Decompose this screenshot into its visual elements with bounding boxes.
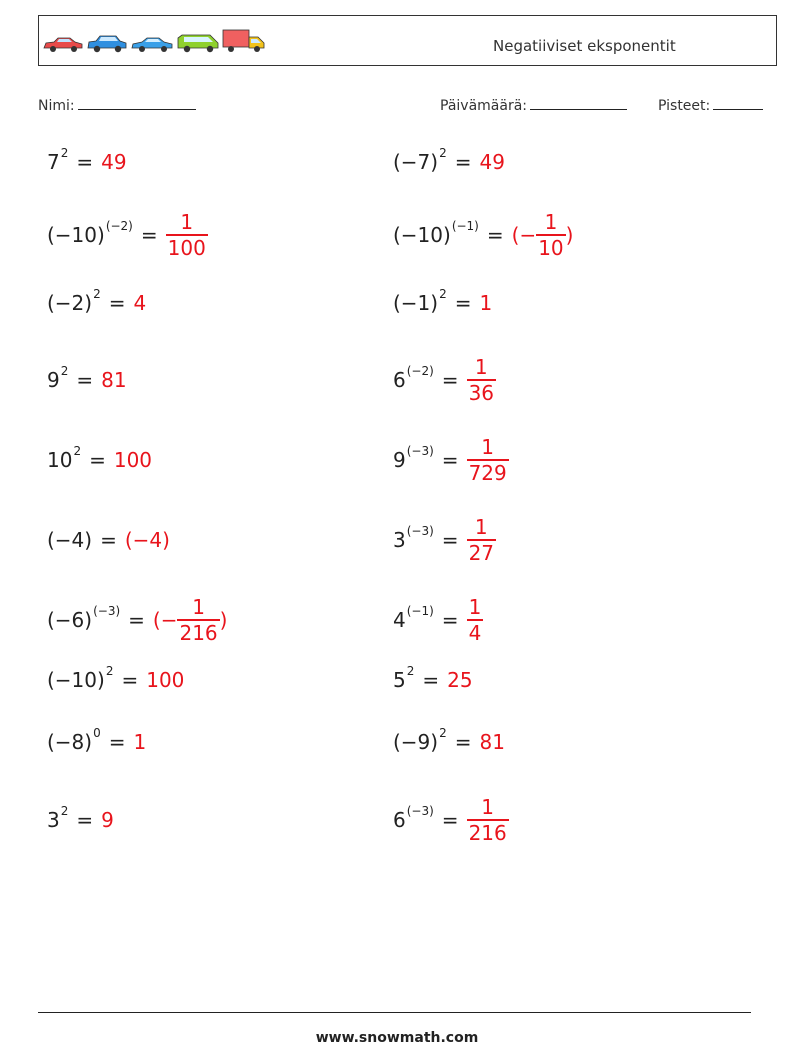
answer-value: 9 [101, 808, 114, 832]
problem-item [393, 510, 496, 570]
problem-item [47, 273, 146, 333]
answer-fraction [467, 515, 496, 565]
problem-exponent: (−2) [105, 219, 133, 233]
fraction-denominator: 100 [167, 235, 206, 260]
problem-base: 3 [393, 528, 406, 552]
worksheet-title: Negatiiviset eksponentit [493, 37, 676, 55]
equals-sign: = [486, 223, 504, 247]
answer-value: (−4) [124, 528, 170, 552]
answer [114, 448, 152, 472]
problem-item [393, 650, 473, 710]
answer-prefix: (− [152, 608, 178, 632]
equals-sign: = [76, 368, 94, 392]
problem-item [393, 712, 505, 772]
equals-sign: = [441, 368, 459, 392]
answer [447, 668, 472, 692]
equals-sign: = [76, 808, 94, 832]
fraction-numerator: 1 [474, 355, 488, 380]
problem-base: (−4) [47, 528, 93, 552]
answer [101, 808, 114, 832]
answer-suffix: ) [565, 223, 574, 247]
problem-item [393, 132, 505, 192]
problem-item [47, 205, 208, 265]
answer [153, 595, 228, 645]
answer [467, 795, 509, 845]
answer-value: 4 [133, 291, 147, 315]
problem-exponent: 2 [439, 287, 447, 301]
equals-sign: = [121, 668, 139, 692]
answer [101, 150, 126, 174]
answer [467, 515, 496, 565]
problem-exponent: 2 [406, 664, 415, 678]
equals-sign: = [76, 150, 94, 174]
problem-item [47, 430, 152, 490]
fraction-numerator: 1 [180, 210, 194, 235]
answer [480, 150, 505, 174]
problem-exponent: (−1) [406, 604, 434, 618]
problem-exponent: (−3) [406, 804, 434, 818]
problem-base: (−6) [47, 608, 93, 632]
footer-url: www.snowmath.com [315, 1030, 479, 1046]
problem-item [47, 350, 127, 410]
equals-sign: = [441, 608, 459, 632]
fraction-numerator: 1 [481, 795, 495, 820]
green-van-icon [176, 33, 220, 53]
problem-item [47, 712, 146, 772]
equals-sign: = [454, 150, 472, 174]
problem-exponent: (−3) [93, 604, 121, 618]
score-label: Pisteet: [658, 98, 711, 114]
answer-value: 100 [146, 668, 185, 692]
red-car-icon [42, 35, 84, 53]
problem-base: (−10) [47, 223, 105, 247]
answer [467, 355, 496, 405]
problem-item [393, 430, 509, 490]
problem-item [393, 205, 573, 265]
answer-fraction [166, 210, 208, 260]
answer-fraction [536, 210, 565, 260]
fraction-denominator: 36 [468, 380, 495, 405]
score-line[interactable] [713, 95, 763, 110]
problem-exponent: 2 [93, 287, 101, 301]
equals-sign: = [422, 668, 440, 692]
date-line[interactable] [530, 95, 627, 110]
answer [480, 730, 505, 754]
answer-value: 49 [479, 150, 505, 174]
problem-exponent: 2 [60, 146, 69, 160]
answer [125, 528, 170, 552]
problem-exponent: (−1) [451, 219, 479, 233]
problem-base: (−8) [47, 730, 93, 754]
answer-fraction [467, 595, 484, 645]
answer-fraction [467, 355, 496, 405]
answer-value: 81 [101, 368, 127, 392]
date-label: Päivämäärä: [440, 98, 527, 114]
fraction-denominator: 10 [538, 235, 564, 260]
footer-divider [38, 1012, 751, 1013]
problem-item [393, 350, 496, 410]
fraction-numerator: 1 [481, 435, 495, 460]
problem-base: 9 [393, 448, 406, 472]
equals-sign: = [454, 291, 472, 315]
name-field [38, 95, 196, 114]
equals-sign: = [100, 528, 117, 552]
answer [134, 730, 147, 754]
problem-base: 10 [47, 448, 73, 472]
equals-sign: = [441, 528, 459, 552]
equals-sign: = [89, 448, 106, 472]
problem-exponent: 2 [60, 804, 69, 818]
date-field [440, 95, 627, 114]
problem-base: (−1) [393, 291, 439, 315]
problem-base: (−2) [47, 291, 93, 315]
fraction-denominator: 216 [468, 820, 507, 845]
name-label: Nimi: [38, 98, 75, 114]
problem-base: (−9) [393, 730, 439, 754]
fraction-denominator: 216 [179, 620, 218, 645]
fraction-denominator: 729 [468, 460, 507, 485]
answer [166, 210, 208, 260]
problem-item [47, 650, 184, 710]
blue-car-icon [86, 33, 128, 53]
problem-exponent: 0 [93, 726, 101, 740]
problem-base: (−7) [393, 150, 439, 174]
problem-base: (−10) [393, 223, 451, 247]
answer-prefix: (− [511, 223, 537, 247]
problem-item [393, 790, 509, 850]
problem-exponent: (−3) [406, 444, 434, 458]
problem-exponent: 2 [439, 726, 447, 740]
header-box [38, 15, 777, 66]
equals-sign: = [441, 448, 459, 472]
answer-value: 49 [101, 150, 127, 174]
problem-item [47, 510, 170, 570]
problem-exponent: 2 [73, 444, 82, 458]
answer [101, 368, 126, 392]
equals-sign: = [454, 730, 472, 754]
answer-fraction [467, 435, 509, 485]
problem-exponent: 2 [105, 664, 114, 678]
fraction-numerator: 1 [192, 595, 205, 620]
answer-value: 1 [479, 291, 493, 315]
equals-sign: = [441, 808, 459, 832]
fraction-denominator: 27 [468, 540, 495, 565]
answer-fraction [177, 595, 219, 645]
equals-sign: = [108, 730, 126, 754]
problem-item [47, 590, 227, 650]
problem-exponent: 2 [60, 364, 69, 378]
equals-sign: = [128, 608, 145, 632]
problem-base: 7 [47, 150, 60, 174]
equals-sign: = [140, 223, 158, 247]
fraction-denominator: 4 [468, 620, 482, 645]
red-truck-icon [222, 29, 266, 53]
fraction-numerator: 1 [474, 515, 488, 540]
answer-fraction [467, 795, 509, 845]
problem-base: 6 [393, 368, 406, 392]
blue-sedan-icon [130, 35, 174, 53]
problem-base: 5 [393, 668, 406, 692]
name-line[interactable] [78, 95, 196, 110]
problem-base: 4 [393, 608, 406, 632]
fraction-numerator: 1 [544, 210, 558, 235]
problem-item [393, 273, 492, 333]
answer-value: 81 [479, 730, 505, 754]
problem-base: 3 [47, 808, 60, 832]
answer-value: 25 [447, 668, 473, 692]
answer [512, 210, 574, 260]
vehicle-icons [42, 29, 266, 53]
answer [467, 595, 484, 645]
answer [134, 291, 147, 315]
problem-exponent: (−2) [406, 364, 434, 378]
fraction-numerator: 1 [468, 595, 482, 620]
problem-item [47, 132, 127, 192]
problem-base: (−10) [47, 668, 105, 692]
score-field [658, 95, 763, 114]
problem-base: 6 [393, 808, 406, 832]
problem-exponent: 2 [439, 146, 447, 160]
problem-item [393, 590, 483, 650]
answer [467, 435, 509, 485]
answer [146, 668, 184, 692]
problem-exponent: (−3) [406, 524, 434, 538]
problem-item [47, 790, 114, 850]
answer-suffix: ) [219, 608, 228, 632]
problem-base: 9 [47, 368, 60, 392]
answer-value: 1 [133, 730, 147, 754]
answer-value: 100 [113, 448, 153, 472]
answer [480, 291, 493, 315]
equals-sign: = [108, 291, 126, 315]
